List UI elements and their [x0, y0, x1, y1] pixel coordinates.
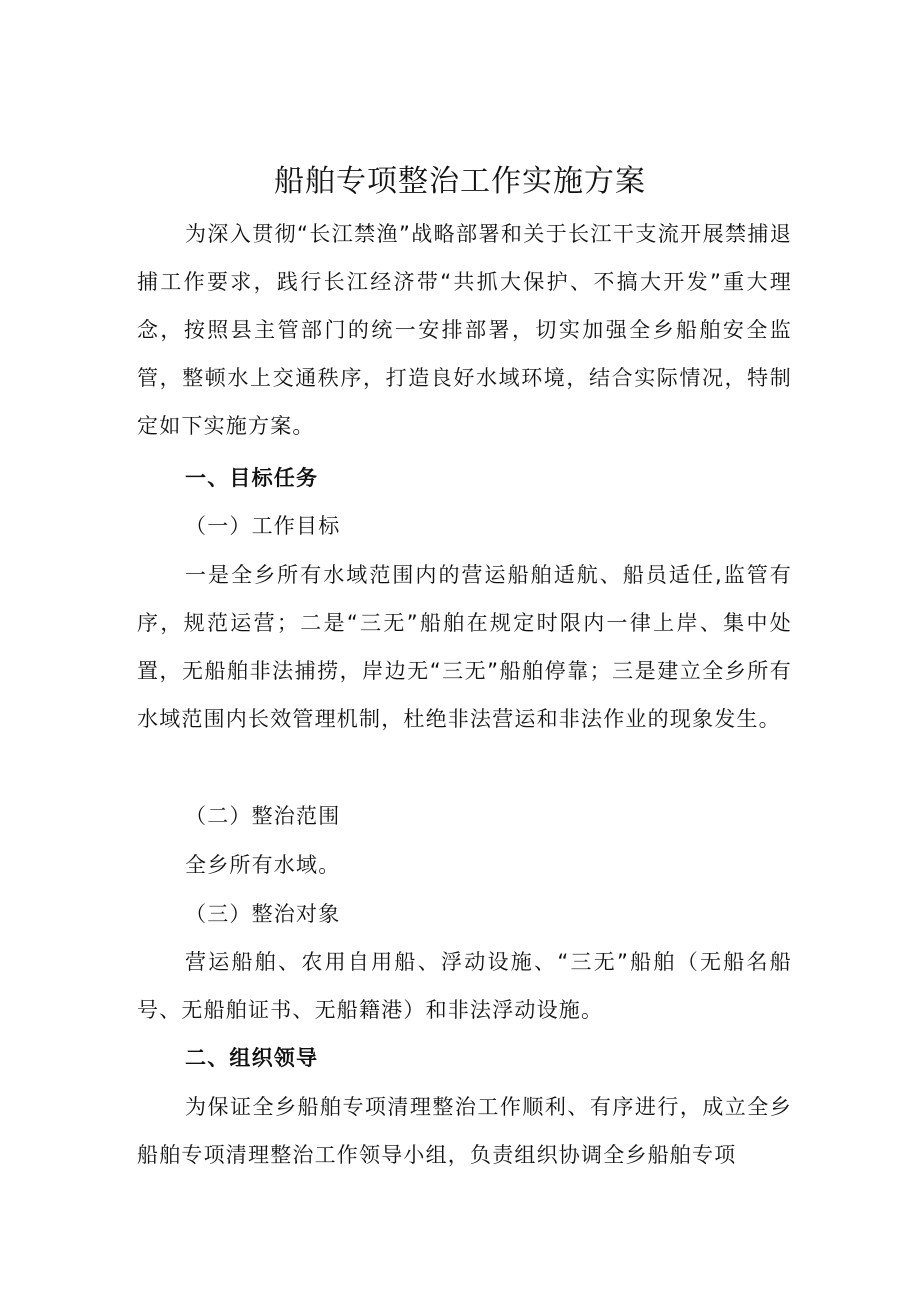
- section-1-1-paragraph: 一是全乡所有水域范围内的营运船舶适航、船员适任,监管有序，规范运营；二是“三无”船舶在规定时限内一律上岸、集中处置，无船舶非法捕捞，岸边无“三无”船舶停靠；三是建立全乡所有水域范围内长效管理机制，杜绝非法营运和非法作业的现象发生。: [137, 563, 792, 731]
- section-2-heading: 二、组织领导: [185, 1046, 319, 1070]
- section-1-heading: 一、目标任务: [185, 466, 319, 490]
- section-1-1-heading: （一）工作目标: [185, 514, 341, 538]
- section-1-3-paragraph: 营运船舶、农用自用船、浮动设施、“三无”船舶（无船名船号、无船舶证书、无船籍港）和非法浮动设施。: [137, 950, 792, 1022]
- document-title: 船舶专项整治工作实施方案: [274, 164, 646, 200]
- section-1-3-heading: （三）整治对象: [185, 902, 341, 926]
- section-1-2-heading: （二）整治范围: [185, 804, 341, 828]
- section-2-paragraph: 为保证全乡船舶专项清理整治工作顺利、有序进行，成立全乡船舶专项清理整治工作领导小组，负责组织协调全乡船舶专项: [137, 1095, 792, 1167]
- intro-paragraph: 为深入贯彻“长江禁渔”战略部署和关于长江干支流开展禁捕退捕工作要求，践行长江经济带“共抓大保护、不搞大开发”重大理念，按照县主管部门的统一安排部署，切实加强全乡船舶安全监管，整顿水上交通秩序，打造良好水域环境，结合实际情况，特制定如下实施方案。: [137, 222, 792, 438]
- section-1-2-paragraph: 全乡所有水域。: [185, 853, 341, 877]
